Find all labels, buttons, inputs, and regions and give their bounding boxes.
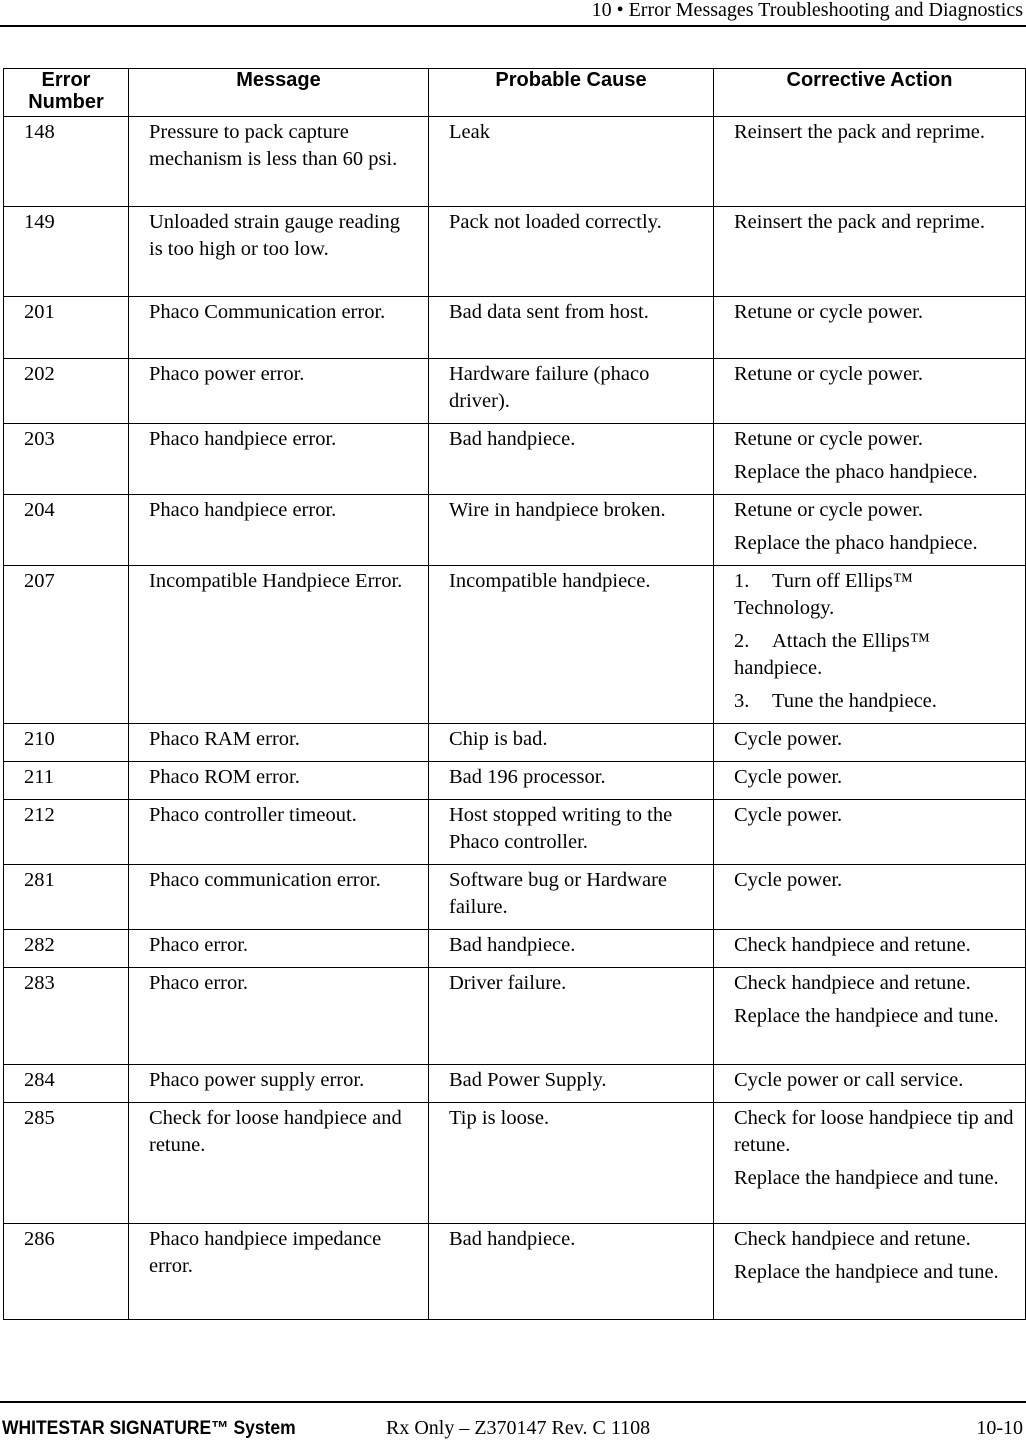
probable-cause-cell: Bad data sent from host.: [429, 297, 714, 359]
error-number-cell: 211: [4, 762, 129, 800]
error-number-cell: 283: [4, 968, 129, 1065]
action-line: Check handpiece and retune.: [734, 934, 971, 956]
error-number-cell: 149: [4, 207, 129, 297]
message-cell: Phaco RAM error.: [129, 724, 429, 762]
probable-cause-cell: Wire in handpiece broken.: [429, 495, 714, 566]
corrective-action-cell: [714, 566, 1026, 724]
corrective-action-cell: [714, 968, 1026, 1065]
header-rule: [0, 25, 1026, 27]
step-text: Turn off Ellips™ Technology.: [734, 570, 913, 619]
message-cell: Phaco handpiece impedance error.: [129, 1224, 429, 1320]
table-row: [4, 1065, 1026, 1103]
action-line: Retune or cycle power.: [734, 363, 923, 385]
probable-cause-cell: Bad handpiece.: [429, 930, 714, 968]
corrective-action-cell: [714, 930, 1026, 968]
table-row: [4, 424, 1026, 495]
message-cell: Unloaded strain gauge reading is too high or too low.: [129, 207, 429, 297]
corrective-action-cell: [714, 1103, 1026, 1224]
corrective-action-cell: [714, 424, 1026, 495]
action-line: Replace the handpiece and tune.: [734, 1261, 999, 1283]
step-text: Tune the handpiece.: [772, 690, 937, 712]
table-row: [4, 762, 1026, 800]
action-line: Replace the phaco handpiece.: [734, 461, 978, 483]
error-number-cell: 201: [4, 297, 129, 359]
table-row: [4, 359, 1026, 424]
probable-cause-cell: Incompatible handpiece.: [429, 566, 714, 724]
footer-page-number: 10-10: [976, 1417, 1023, 1439]
table-row: [4, 117, 1026, 207]
error-number-cell: 286: [4, 1224, 129, 1320]
error-number-cell: 203: [4, 424, 129, 495]
error-number-cell: 284: [4, 1065, 129, 1103]
action-line: Cycle power.: [734, 766, 843, 788]
step-number: 2.: [734, 630, 750, 652]
table-row: [4, 1224, 1026, 1320]
action-line: Cycle power.: [734, 804, 843, 826]
probable-cause-cell: Bad handpiece.: [429, 1224, 714, 1320]
action-line: Cycle power or call service.: [734, 1069, 964, 1091]
column-header-message: Message: [129, 69, 429, 117]
corrective-action-cell: [714, 1065, 1026, 1103]
message-cell: Phaco Communication error.: [129, 297, 429, 359]
action-line: Retune or cycle power.: [734, 301, 923, 323]
error-number-cell: 210: [4, 724, 129, 762]
probable-cause-cell: Host stopped writing to the Phaco controller.: [429, 800, 714, 865]
message-cell: Phaco error.: [129, 930, 429, 968]
table-row: [4, 968, 1026, 1065]
probable-cause-cell: Chip is bad.: [429, 724, 714, 762]
column-header-error-number: Error Number: [4, 69, 129, 117]
table-row: [4, 297, 1026, 359]
action-line: Reinsert the pack and reprime.: [734, 121, 986, 143]
action-line: Cycle power.: [734, 728, 843, 750]
corrective-action-cell: [714, 865, 1026, 930]
corrective-action-cell: [714, 207, 1026, 297]
footer-rule: [0, 1401, 1026, 1403]
table-row: [4, 724, 1026, 762]
action-line: Check handpiece and retune.: [734, 1228, 971, 1250]
error-number-cell: 281: [4, 865, 129, 930]
step-number: 3.: [734, 690, 750, 712]
action-line: Check handpiece and retune.: [734, 972, 971, 994]
table-body: [4, 117, 1026, 1320]
error-number-cell: 207: [4, 566, 129, 724]
action-line: Check for loose handpiece tip and retune.: [734, 1107, 1014, 1156]
action-step: [734, 628, 1015, 682]
probable-cause-cell: Bad 196 processor.: [429, 762, 714, 800]
corrective-action-cell: [714, 762, 1026, 800]
table-row: [4, 930, 1026, 968]
column-header-probable-cause: Probable Cause: [429, 69, 714, 117]
probable-cause-cell: Driver failure.: [429, 968, 714, 1065]
table-header-row: [4, 69, 1026, 117]
message-cell: Pressure to pack capture mechanism is less than 60 psi.: [129, 117, 429, 207]
error-number-cell: 212: [4, 800, 129, 865]
action-line: Replace the phaco handpiece.: [734, 532, 978, 554]
action-line: Retune or cycle power.: [734, 428, 923, 450]
probable-cause-cell: Leak: [429, 117, 714, 207]
table-row: [4, 207, 1026, 297]
footer-rx-revision: Rx Only – Z370147 Rev. C 1108: [386, 1417, 651, 1439]
error-number-cell: 148: [4, 117, 129, 207]
message-cell: Phaco handpiece error.: [129, 495, 429, 566]
step-number: 1.: [734, 570, 750, 592]
table-row: [4, 865, 1026, 930]
action-line: Cycle power.: [734, 869, 843, 891]
message-cell: Phaco communication error.: [129, 865, 429, 930]
message-cell: Phaco handpiece error.: [129, 424, 429, 495]
step-text: Attach the Ellips™ handpiece.: [734, 630, 930, 679]
error-number-cell: 285: [4, 1103, 129, 1224]
action-line: Reinsert the pack and reprime.: [734, 211, 986, 233]
corrective-action-cell: [714, 800, 1026, 865]
footer-system-name: WHITESTAR SIGNATURE™ System: [2, 1418, 296, 1439]
probable-cause-cell: Software bug or Hardware failure.: [429, 865, 714, 930]
probable-cause-cell: Hardware failure (phaco driver).: [429, 359, 714, 424]
corrective-action-cell: [714, 297, 1026, 359]
message-cell: Phaco power error.: [129, 359, 429, 424]
running-head: 10 • Error Messages Troubleshooting and Diagnostics: [591, 0, 1023, 21]
probable-cause-cell: Pack not loaded correctly.: [429, 207, 714, 297]
corrective-action-cell: [714, 495, 1026, 566]
error-number-cell: 204: [4, 495, 129, 566]
message-cell: Phaco ROM error.: [129, 762, 429, 800]
table-row: [4, 566, 1026, 724]
probable-cause-cell: Tip is loose.: [429, 1103, 714, 1224]
column-header-corrective-action: Corrective Action: [714, 69, 1026, 117]
action-line: Replace the handpiece and tune.: [734, 1005, 999, 1027]
message-cell: Phaco power supply error.: [129, 1065, 429, 1103]
table-row: [4, 800, 1026, 865]
table-row: [4, 1103, 1026, 1224]
message-cell: Check for loose handpiece and retune.: [129, 1103, 429, 1224]
corrective-action-cell: [714, 117, 1026, 207]
corrective-action-cell: [714, 724, 1026, 762]
message-cell: Phaco error.: [129, 968, 429, 1065]
error-messages-table: [3, 68, 1026, 1320]
table-row: [4, 495, 1026, 566]
action-step: [734, 568, 1015, 622]
corrective-action-cell: [714, 1224, 1026, 1320]
probable-cause-cell: Bad Power Supply.: [429, 1065, 714, 1103]
message-cell: Phaco controller timeout.: [129, 800, 429, 865]
error-number-cell: 282: [4, 930, 129, 968]
probable-cause-cell: Bad handpiece.: [429, 424, 714, 495]
error-number-cell: 202: [4, 359, 129, 424]
action-line: Replace the handpiece and tune.: [734, 1167, 999, 1189]
corrective-action-cell: [714, 359, 1026, 424]
action-step: [734, 688, 1015, 715]
message-cell: Incompatible Handpiece Error.: [129, 566, 429, 724]
action-line: Retune or cycle power.: [734, 499, 923, 521]
